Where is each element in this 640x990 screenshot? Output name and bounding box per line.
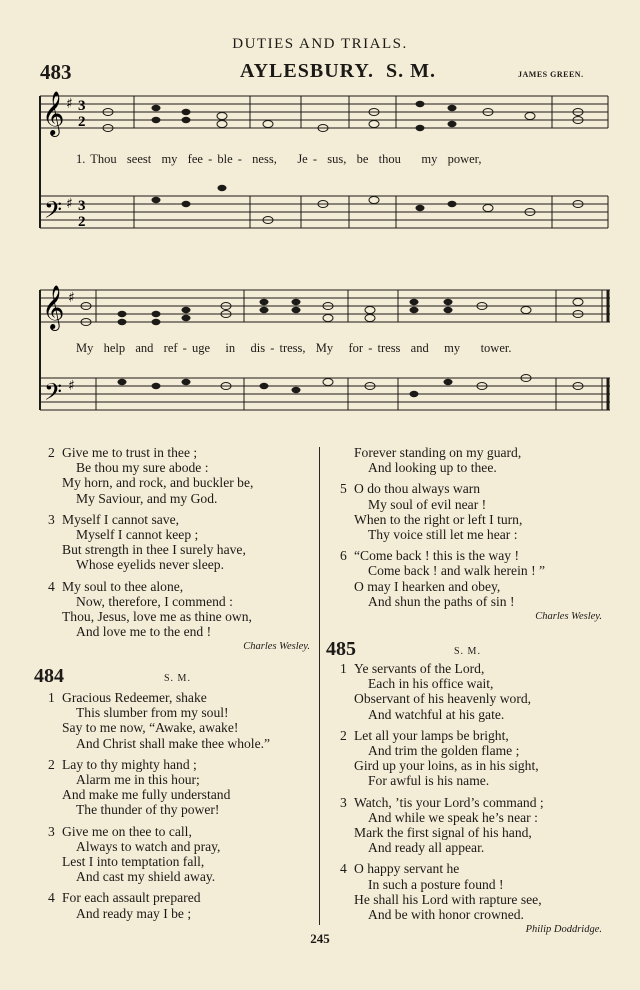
- hymn-485-number: 485: [326, 638, 356, 660]
- svg-text:2: 2: [78, 214, 86, 230]
- stanza: 1 Ye servants of the Lord, Each in his office wait, Observant of his heavenly word, And watchful at his gate.: [340, 661, 532, 722]
- svg-text:♯: ♯: [68, 378, 75, 394]
- svg-text:3: 3: [78, 98, 86, 114]
- page-number: 245: [310, 931, 330, 946]
- stanza: Forever standing on my guard, And looking up to thee.: [354, 445, 522, 476]
- treble-staff-2: [40, 290, 610, 322]
- stanza: 2 Give me to trust in thee ; Be thou my sure abode : My horn, and rock, and buckler be, My Saviour, and my God.: [48, 445, 254, 506]
- hymn-484-number: 484: [34, 665, 64, 687]
- stanza: 3 Give me on thee to call, Always to watch and pray, Lest I into temptation fall, And cast my shield away.: [48, 823, 221, 885]
- hymn-483-stanzas: [48, 445, 310, 655]
- treble-clef-icon: 𝄞: [42, 91, 65, 135]
- hymn-483-author-2: Charles Wesley.: [535, 611, 602, 623]
- column-divider: [319, 447, 320, 925]
- stanza: 6 “Come back ! this is the way ! Come back ! and walk herein ! ” O may I hearken and obey, And shun the paths of sin !: [340, 548, 546, 609]
- tune-name: AYLESBURY.: [240, 60, 374, 82]
- stanza: 2 Lay to thy mighty hand ; Alarm me in this hour; And make me fully understand The thunder of thy power!: [48, 756, 231, 818]
- bass-clef-icon: 𝄢: [44, 378, 63, 411]
- bass-clef-icon: 𝄢: [44, 196, 63, 229]
- stanza: 4 O happy servant he In such a posture found ! He shall his Lord with rapture see, And be with honor crowned.: [340, 861, 542, 923]
- tune-meter: S. M.: [385, 60, 436, 82]
- svg-text:♯: ♯: [66, 96, 73, 112]
- hymn-485-stanzas: [340, 661, 602, 937]
- music-system-1: [36, 88, 616, 248]
- stanza: 1 Gracious Redeemer, shake This slumber from my soul! Say to me now, “Awake, awake! And Christ shall make thee whole.”: [48, 690, 271, 751]
- svg-text:2: 2: [78, 114, 86, 130]
- hymn-485-author: Philip Doddridge.: [525, 924, 602, 936]
- music-system-2: [36, 282, 616, 442]
- treble-clef-icon: 𝄞: [42, 285, 65, 329]
- hymn-483-number: 483: [40, 60, 72, 84]
- hymn-483-continued: [340, 445, 602, 624]
- treble-staff-1: [40, 96, 608, 128]
- hymn-483-composer: JAMES GREEN.: [518, 70, 584, 79]
- hymn-483-lyric-line-1: 1. Thou seest my fee - ble - ness, Je - sus, be thou my power,: [76, 152, 482, 166]
- page-header: DUTIES AND TRIALS.: [232, 36, 408, 52]
- svg-text:♯: ♯: [66, 196, 73, 212]
- stanza: 3 Watch, ’tis your Lord’s command ; And while we speak he’s near : Mark the first signal of his hand, And ready all appear.: [340, 794, 544, 856]
- stanza: 2 Let all your lamps be bright, And trim the golden flame ; Gird up your loins, as in his sight, For awful is his name.: [340, 727, 539, 789]
- svg-text:♯: ♯: [68, 290, 75, 306]
- stanza: 5 O do thou always warn My soul of evil near ! When to the right or left I turn, Thy voice still let me hear :: [340, 481, 523, 543]
- stanza: 4 For each assault prepared And ready may I be ;: [48, 890, 201, 921]
- hymn-484-meter: S. M.: [164, 673, 191, 684]
- hymn-483-author: Charles Wesley.: [243, 641, 310, 653]
- svg-text:3: 3: [78, 198, 86, 214]
- hymn-485-meter: S. M.: [454, 646, 481, 657]
- stanza: 4 My soul to thee alone, Now, therefore, I commend : Thou, Jesus, love me as thine own, And love me to the end !: [48, 578, 252, 640]
- hymn-483-tune-title: [240, 60, 436, 83]
- hymn-483-lyric-line-2: My help and ref - uge in dis - tress, My for - tress and my tower.: [76, 341, 512, 355]
- hymn-484-stanzas: [48, 690, 318, 921]
- stanza: 3 Myself I cannot save, Myself I cannot keep ; But strength in thee I surely have, Whose eyelids never sleep.: [48, 511, 246, 573]
